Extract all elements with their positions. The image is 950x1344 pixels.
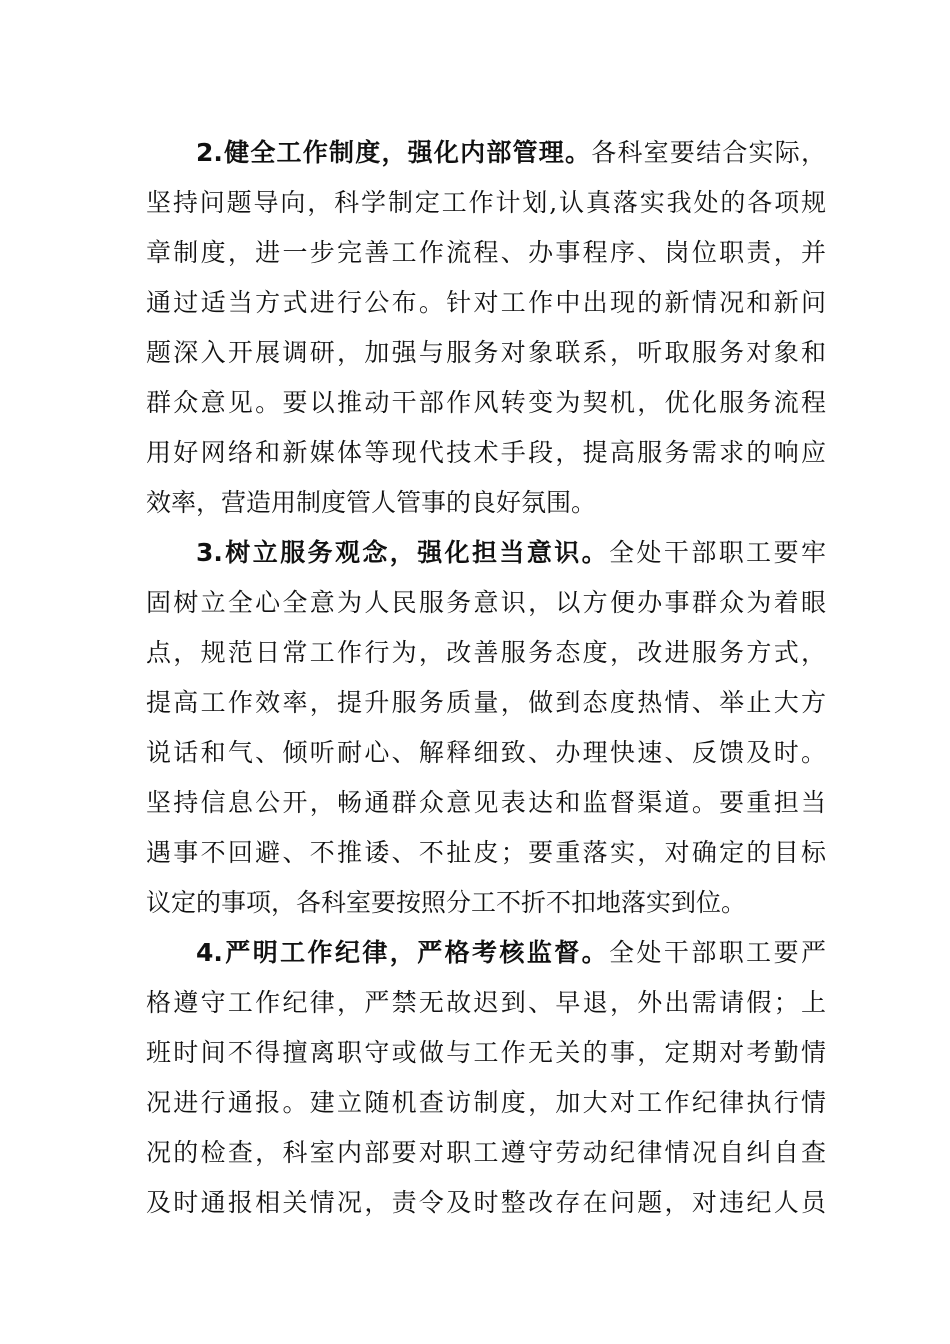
paragraph-3-line-6: 坚持信息公开，畅通群众意见表达和监督渠道。要重担当 xyxy=(146,788,826,817)
paragraph-3-line-1 xyxy=(196,528,826,578)
paragraph-2-line-1 xyxy=(196,128,826,178)
paragraph-3-line-2: 固树立全心全意为人民服务意识，以方便办事群众为着眼 xyxy=(146,588,826,617)
paragraph-3-text: 全处干部职工要牢 xyxy=(609,538,826,567)
paragraph-4-line-3: 班时间不得擅离职守或做与工作无关的事，定期对考勤情 xyxy=(146,1038,826,1067)
paragraph-2-line-4: 通过适当方式进行公布。针对工作中出现的新情况和新问 xyxy=(146,288,826,317)
paragraph-4-line-6: 及时通报相关情况，责令及时整改存在问题，对违纪人员 xyxy=(146,1188,826,1217)
paragraph-4-text: 全处干部职工要严 xyxy=(609,938,826,967)
paragraph-3-line-3: 点，规范日常工作行为，改善服务态度，改进服务方式， xyxy=(146,638,826,667)
paragraph-2-line-5: 题深入开展调研，加强与服务对象联系，听取服务对象和 xyxy=(146,338,826,367)
paragraph-3-heading: 3.树立服务观念，强化担当意识。 xyxy=(196,538,610,567)
paragraph-4-line-1 xyxy=(196,928,826,978)
paragraph-2-line-7: 用好网络和新媒体等现代技术手段，提高服务需求的响应 xyxy=(146,438,826,467)
paragraph-2-line-6: 群众意见。要以推动干部作风转变为契机，优化服务流程 xyxy=(146,388,826,417)
paragraph-2-line-2: 坚持问题导向，科学制定工作计划,认真落实我处的各项规 xyxy=(146,188,826,217)
paragraph-4-line-4: 况进行通报。建立随机查访制度，加大对工作纪律执行情 xyxy=(146,1088,826,1117)
paragraph-4-line-2: 格遵守工作纪律，严禁无故迟到、早退，外出需请假；上 xyxy=(146,988,826,1017)
paragraph-4-line-5: 况的检查，科室内部要对职工遵守劳动纪律情况自纠自查 xyxy=(146,1138,826,1167)
paragraph-2-line-8: 效率，营造用制度管人管事的良好氛围。 xyxy=(146,488,597,517)
paragraph-3-line-7: 遇事不回避、不推诿、不扯皮；要重落实，对确定的目标 xyxy=(146,838,826,867)
paragraph-2-heading: 2.健全工作制度，强化内部管理。 xyxy=(196,138,592,167)
paragraph-3-line-5: 说话和气、倾听耐心、解释细致、办理快速、反馈及时。 xyxy=(146,738,826,767)
paragraph-4-heading: 4.严明工作纪律，严格考核监督。 xyxy=(196,938,610,967)
paragraph-3-line-4: 提高工作效率，提升服务质量，做到态度热情、举止大方 xyxy=(146,688,826,717)
paragraph-2-line-3: 章制度，进一步完善工作流程、办事程序、岗位职责，并 xyxy=(146,238,826,267)
paragraph-2-text: 各科室要结合实际， xyxy=(591,138,826,167)
paragraph-3-line-8: 议定的事项，各科室要按照分工不折不扣地落实到位。 xyxy=(146,888,747,917)
